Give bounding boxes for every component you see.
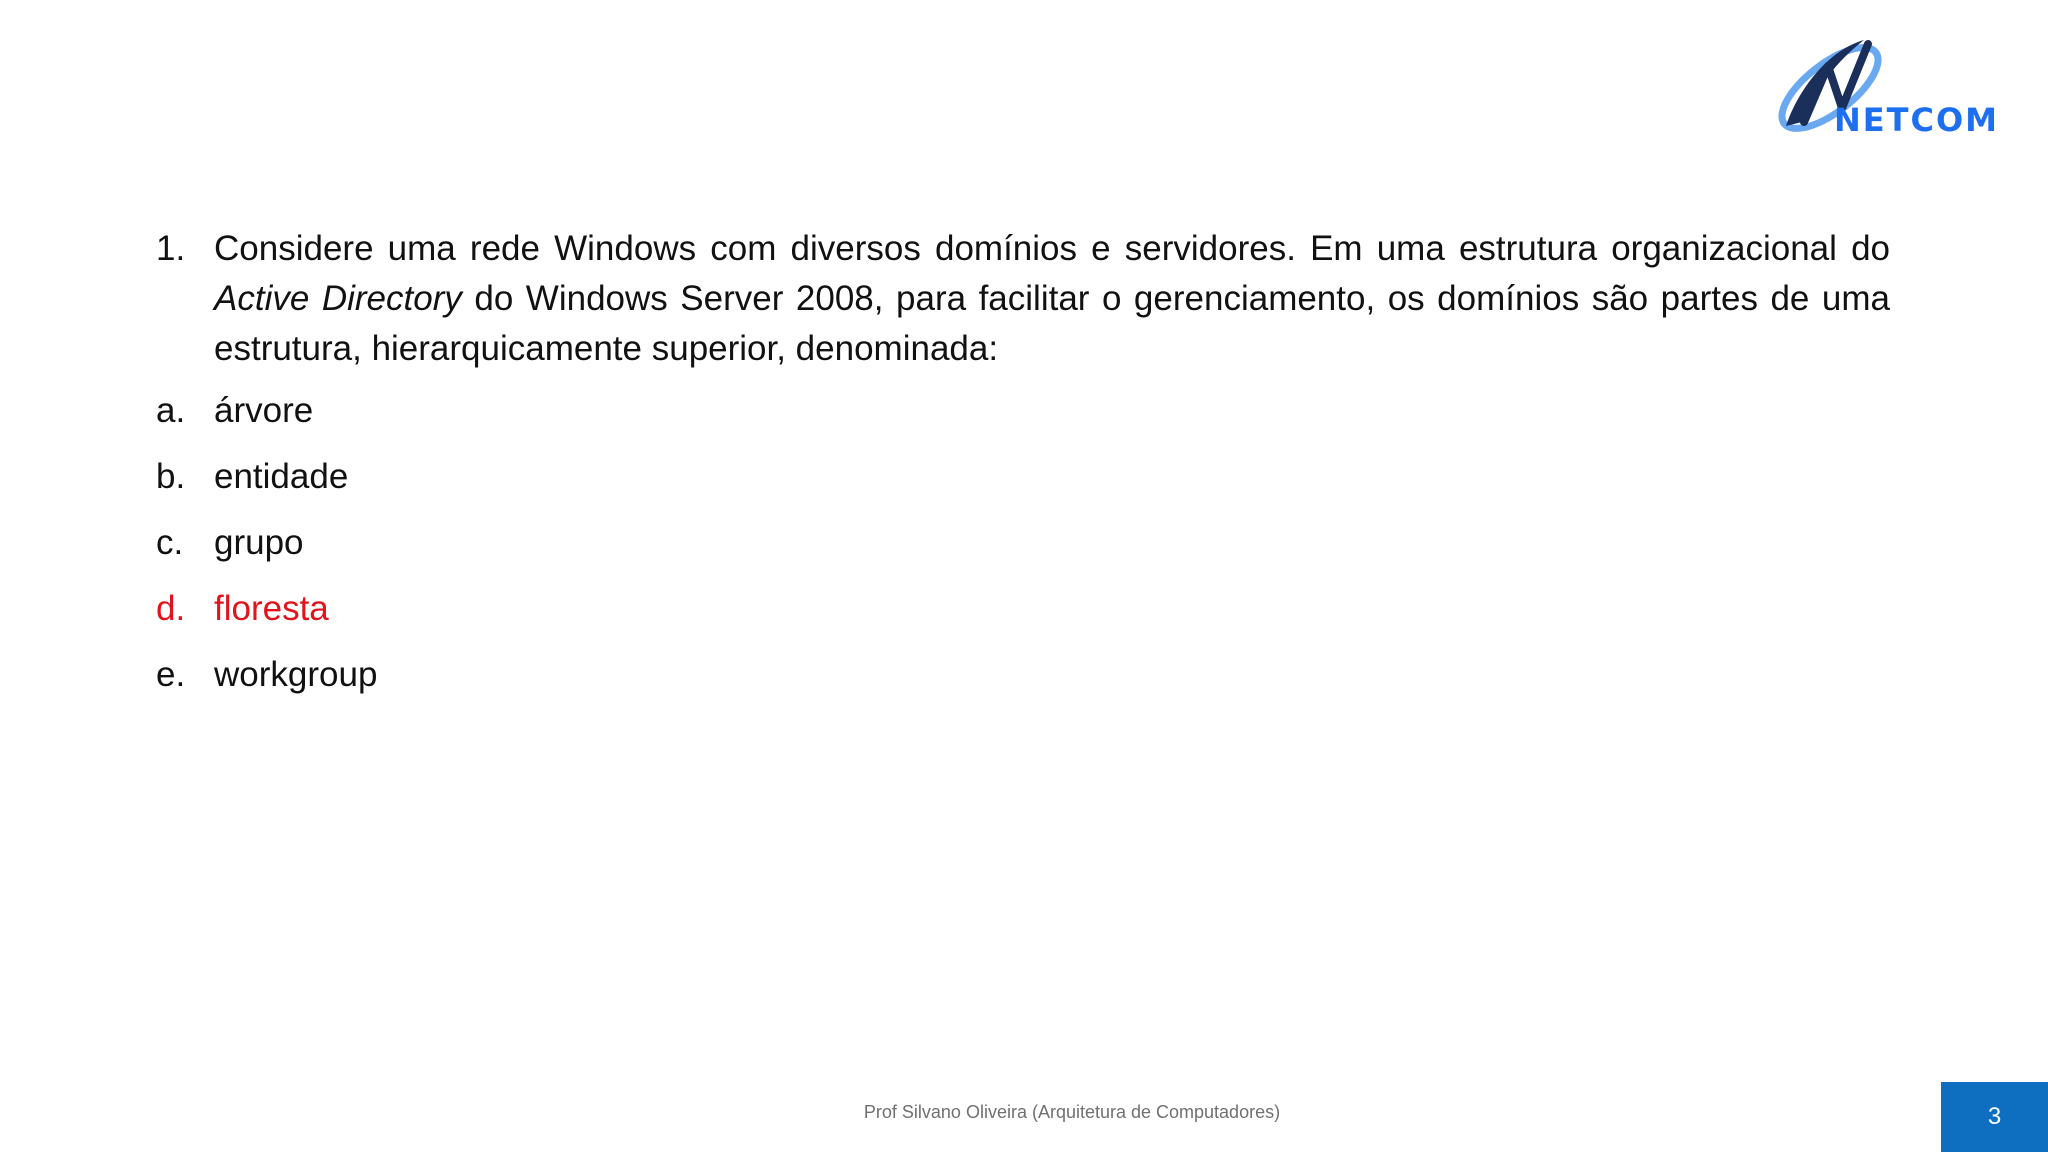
option-letter: d. [156,589,186,628]
option-text: árvore [214,391,314,430]
option-text: grupo [214,523,304,562]
option-c [156,518,956,568]
question-text-italic: Active Directory [214,279,462,318]
option-a [156,386,956,436]
option-letter: c. [156,523,184,562]
option-e [156,650,956,700]
logo-wordmark: NETCOM [1834,101,1999,139]
question-number: 1. [156,229,186,268]
option-text: floresta [214,589,329,628]
page-number-badge [1941,1082,2048,1152]
answer-options [156,386,956,716]
option-letter: a. [156,391,186,430]
option-letter: b. [156,457,186,496]
question-text [214,224,1890,374]
option-text: workgroup [214,655,378,694]
option-d-correct [156,584,956,634]
option-text: entidade [214,457,349,496]
question-block [156,224,1890,374]
footer-author: Prof Silvano Oliveira (Arquitetura de Computadores) [863,1102,1281,1122]
netcom-logo [1768,30,2008,150]
question-text-part2: do Windows Server 2008, para facilitar o gerenciamento, os domínios são partes de uma estrutura, hierarquicamente superior, denominada: [214,279,1890,368]
option-b [156,452,956,502]
page-number: 3 [1987,1103,2002,1130]
question-text-part1: Considere uma rede Windows com diversos domínios e servidores. Em uma estrutura organizacional do [214,229,1890,268]
option-letter: e. [156,655,186,694]
